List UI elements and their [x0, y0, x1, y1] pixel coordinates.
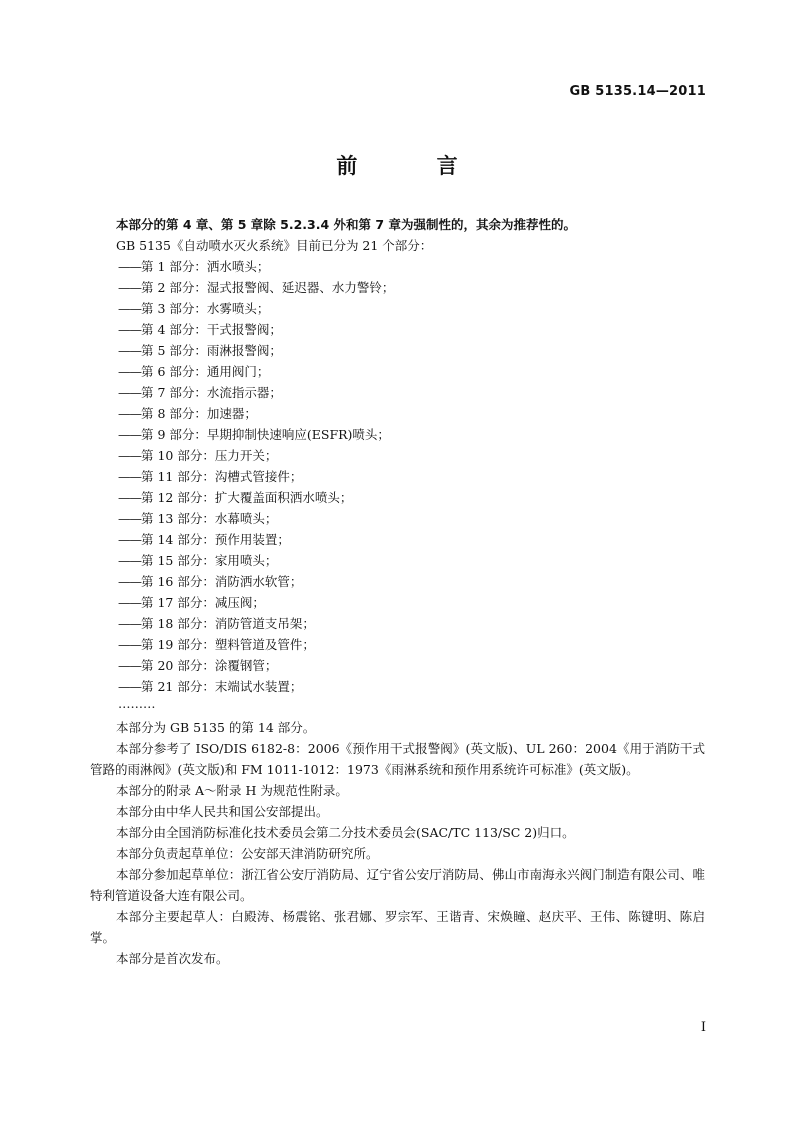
list-dash: —— [118, 637, 141, 652]
list-dash: —— [118, 532, 141, 547]
paragraph-participating-units: 本部分参加起草单位：浙江省公安厅消防局、辽宁省公安厅消防局、佛山市南海永兴阀门制造有限公司、唯特利管道设备大连有限公司。 [90, 867, 705, 903]
list-item [90, 634, 705, 655]
part-label: 第 17 部分：减压阀； [141, 595, 265, 610]
standard-code: GB 5135.14—2011 [569, 84, 706, 99]
parts-list [90, 256, 705, 697]
part-label: 第 6 部分：通用阀门； [141, 364, 270, 379]
list-dash: —— [118, 343, 141, 358]
list-item [90, 277, 705, 298]
paragraph-first-release: 本部分是首次发布。 [116, 951, 229, 966]
list-item [90, 487, 705, 508]
list-dash: —— [118, 385, 141, 400]
mandatory-statement: 本部分的第 4 章、第 5 章除 5.2.3.4 外和第 7 章为强制性的，其余为推荐性的。 [116, 217, 576, 232]
page-title: 前 言 [336, 154, 494, 178]
list-item [90, 655, 705, 676]
part-label: 第 20 部分：涂覆钢管； [141, 658, 278, 673]
paragraph-drafting-unit: 本部分负责起草单位：公安部天津消防研究所。 [116, 846, 379, 861]
list-item [90, 298, 705, 319]
list-item [90, 382, 705, 403]
list-dash: —— [118, 553, 141, 568]
part-label: 第 1 部分：洒水喷头； [141, 259, 270, 274]
paragraph-part-number: 本部分为 GB 5135 的第 14 部分。 [116, 720, 316, 735]
part-label: 第 2 部分：湿式报警阀、延迟器、水力警铃； [141, 280, 395, 295]
list-dash: —— [118, 616, 141, 631]
list-item [90, 550, 705, 571]
part-label: 第 8 部分：加速器； [141, 406, 257, 421]
list-dash: —— [118, 679, 141, 694]
part-label: 第 9 部分：早期抑制快速响应(ESFR)喷头； [141, 427, 390, 442]
part-label: 第 3 部分：水雾喷头； [141, 301, 270, 316]
paragraph-references: 本部分参考了 ISO/DIS 6182-8：2006《预作用干式报警阀》(英文版)、UL 260：2004《用于消防干式管路的雨淋阀》(英文版)和 FM 1011-1012：1973《雨淋系统和预作用系统许可标准》(英文版)。 [90, 741, 705, 777]
list-dash: —— [118, 364, 141, 379]
list-item [90, 571, 705, 592]
list-dash: —— [118, 280, 141, 295]
part-label: 第 21 部分：末端试水装置； [141, 679, 303, 694]
list-item [90, 466, 705, 487]
list-dash: —— [118, 427, 141, 442]
part-label: 第 14 部分：预作用装置； [141, 532, 290, 547]
part-label: 第 15 部分：家用喷头； [141, 553, 278, 568]
list-item [90, 592, 705, 613]
list-ellipsis: ……… [118, 696, 156, 711]
series-intro: GB 5135《自动喷水灭火系统》目前已分为 21 个部分： [116, 238, 433, 253]
list-dash: —— [118, 448, 141, 463]
paragraph-proposer: 本部分由中华人民共和国公安部提出。 [116, 804, 329, 819]
part-label: 第 4 部分：干式报警阀； [141, 322, 282, 337]
list-item [90, 319, 705, 340]
part-label: 第 5 部分：雨淋报警阀； [141, 343, 282, 358]
list-dash: —— [118, 658, 141, 673]
list-dash: —— [118, 490, 141, 505]
list-item [90, 445, 705, 466]
list-item [90, 613, 705, 634]
list-item [90, 403, 705, 424]
list-dash: —— [118, 574, 141, 589]
list-dash: —— [118, 595, 141, 610]
list-dash: —— [118, 469, 141, 484]
paragraph-drafters: 本部分主要起草人：白殿涛、杨震铭、张君娜、罗宗军、王谐青、宋焕瞳、赵庆平、王伟、陈键明、陈启掌。 [90, 909, 705, 945]
part-label: 第 7 部分：水流指示器； [141, 385, 282, 400]
part-label: 第 10 部分：压力开关； [141, 448, 278, 463]
list-dash: —— [118, 511, 141, 526]
part-label: 第 19 部分：塑料管道及管件； [141, 637, 315, 652]
part-label: 第 12 部分：扩大覆盖面积洒水喷头； [141, 490, 353, 505]
list-item [90, 676, 705, 697]
part-label: 第 18 部分：消防管道支吊架； [141, 616, 315, 631]
list-dash: —— [118, 322, 141, 337]
list-item [90, 508, 705, 529]
part-label: 第 16 部分：消防洒水软管； [141, 574, 303, 589]
foreword-body [90, 214, 705, 969]
list-dash: —— [118, 259, 141, 274]
list-item [90, 529, 705, 550]
paragraph-committee: 本部分由全国消防标准化技术委员会第二分技术委员会(SAC/TC 113/SC 2)归口。 [116, 825, 575, 840]
page-number: I [700, 1020, 706, 1035]
list-item [90, 424, 705, 445]
part-label: 第 13 部分：水幕喷头； [141, 511, 278, 526]
list-dash: —— [118, 301, 141, 316]
part-label: 第 11 部分：沟槽式管接件； [141, 469, 303, 484]
paragraph-annexes: 本部分的附录 A～附录 H 为规范性附录。 [116, 783, 348, 798]
list-item [90, 361, 705, 382]
list-item [90, 256, 705, 277]
list-dash: —— [118, 406, 141, 421]
list-item [90, 340, 705, 361]
